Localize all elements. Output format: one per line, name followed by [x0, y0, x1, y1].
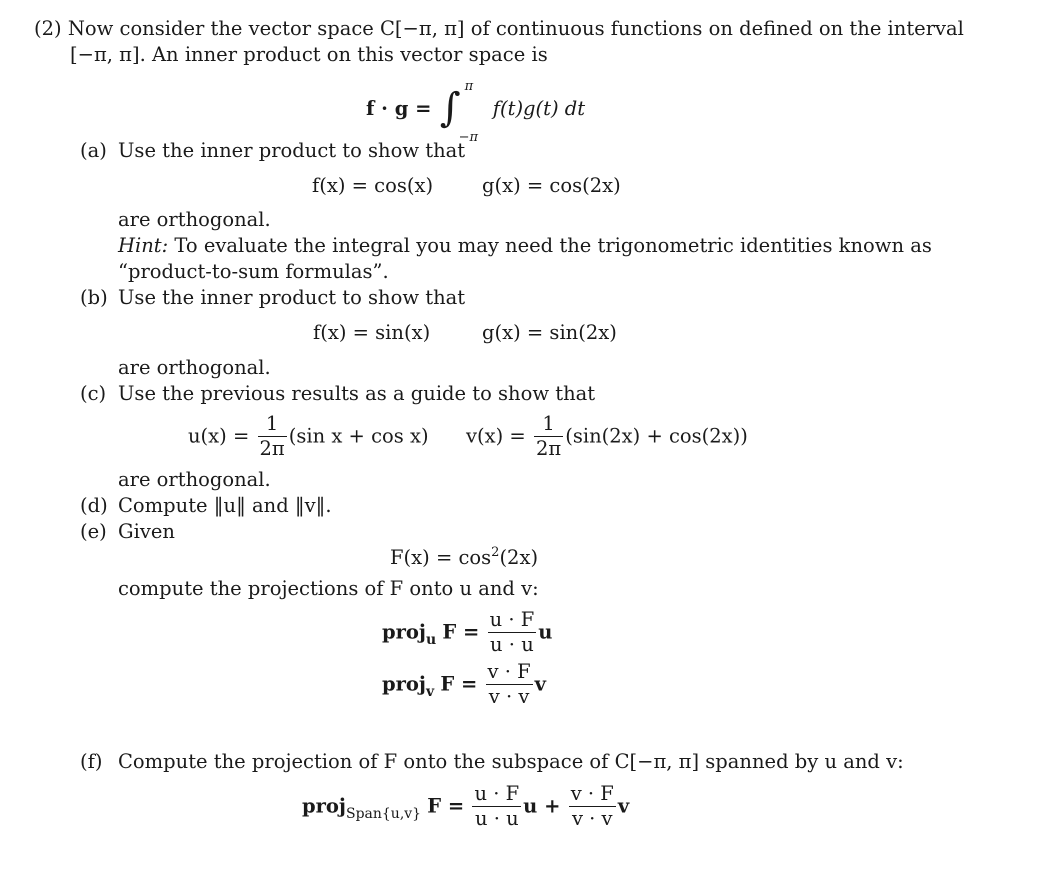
part-b-text: Use the inner product to show that [118, 286, 466, 309]
intro-text-2: [−π, π]. An inner product on this vector space is [70, 43, 548, 66]
inner-product-formula [366, 78, 586, 145]
proj-span-vec-1: u + [523, 794, 561, 818]
hint-label: Hint: [118, 234, 169, 257]
F-def-rhs: (2x) [499, 546, 539, 569]
part-c-v-def [466, 414, 748, 460]
part-b-f: f(x) = sin(x) [313, 321, 431, 344]
proj-v-sub: v [425, 684, 435, 701]
u-frac-den: 2π [259, 437, 285, 461]
part-e-label: (e) [80, 520, 107, 543]
proj-v-vec: v [534, 672, 547, 696]
part-c-after: are orthogonal. [118, 468, 271, 491]
proj-span-formula [302, 784, 629, 830]
proj-u-fraction [488, 610, 537, 656]
v-rhs: (sin(2x) + cos(2x)) [565, 424, 748, 448]
proj-span-sub: Span{u,v} [345, 806, 422, 823]
proj-u-vec: u [538, 620, 553, 644]
part-a-g: g(x) = cos(2x) [482, 174, 621, 197]
intro-text-1: Now consider the vector space C[−π, π] of continuous functions on defined on the interval [67, 17, 964, 40]
part-d-label: (d) [80, 494, 108, 517]
part-a-hint [118, 236, 932, 256]
proj-span-den-2: v · v [571, 807, 613, 831]
part-f-label: (f) [80, 750, 103, 773]
proj-u-sub: u [425, 632, 437, 649]
proj-v-F: F = [440, 672, 478, 696]
proj-span-num-2: v · F [569, 784, 616, 807]
integral-lower: −π [458, 129, 479, 145]
part-a-line [80, 141, 465, 161]
u-frac-num: 1 [258, 414, 287, 437]
integral-limits [458, 78, 487, 145]
proj-u-op: proj [382, 620, 426, 644]
F-def-lhs: F(x) = cos [390, 546, 492, 569]
inner-product-lhs: f · g = [366, 97, 432, 120]
proj-v-den: v · v [488, 685, 530, 709]
integrand: f(t)g(t) dt [492, 97, 586, 120]
integral-upper: π [464, 78, 474, 94]
u-rhs: (sin x + cos x) [288, 424, 429, 448]
part-d-text: Compute ‖u‖ and ‖v‖. [118, 494, 332, 517]
part-d-line [80, 496, 332, 516]
proj-span-frac-2 [569, 784, 616, 830]
part-e-compute: compute the projections of F onto u and v: [118, 577, 539, 600]
part-c-u-def [188, 414, 429, 460]
part-e-line [80, 522, 175, 542]
problem-number: (2) [34, 17, 62, 40]
proj-v-formula [382, 662, 546, 708]
part-b-line [80, 288, 465, 308]
part-f-text: Compute the projection of F onto the subspace of C[−π, π] spanned by u and v: [118, 750, 904, 773]
v-frac-den: 2π [535, 437, 562, 461]
hint-text-2: “product-to-sum formulas”. [118, 260, 389, 283]
v-fraction [534, 414, 563, 460]
proj-span-frac-1 [472, 784, 521, 830]
v-lhs: v(x) = [466, 424, 526, 448]
part-a-after: are orthogonal. [118, 208, 271, 231]
part-b-label: (b) [80, 286, 108, 309]
problem-intro-line1 [34, 19, 964, 39]
proj-u-den: u · u [490, 633, 534, 657]
part-a-label: (a) [80, 139, 107, 162]
proj-span-F: F = [427, 794, 465, 818]
part-b-g: g(x) = sin(2x) [482, 321, 617, 344]
F-definition [390, 545, 539, 569]
proj-span-vec-2: v [617, 794, 630, 818]
proj-v-op: proj [382, 672, 426, 696]
proj-u-F: F = [442, 620, 480, 644]
part-c-text: Use the previous results as a guide to show that [118, 382, 596, 405]
part-c-line [80, 384, 595, 404]
v-frac-num: 1 [534, 414, 563, 437]
part-e-text: Given [118, 520, 175, 543]
part-a-f: f(x) = cos(x) [312, 174, 434, 197]
proj-v-fraction [486, 662, 533, 708]
proj-v-num: v · F [486, 662, 533, 685]
proj-span-op: proj [302, 794, 346, 818]
proj-span-den-1: u · u [474, 807, 519, 831]
integral-sign: ∫ [439, 85, 461, 131]
u-fraction [258, 414, 287, 460]
part-b-after: are orthogonal. [118, 356, 271, 379]
hint-text: To evaluate the integral you may need the trigonometric identities known as [174, 234, 932, 257]
proj-u-formula [382, 610, 552, 656]
part-f-line [80, 752, 904, 772]
part-a-text: Use the inner product to show that [118, 139, 466, 162]
proj-u-num: u · F [488, 610, 537, 633]
u-lhs: u(x) = [188, 424, 250, 448]
proj-span-num-1: u · F [472, 784, 521, 807]
part-c-label: (c) [80, 382, 107, 405]
F-def-exp: 2 [491, 545, 500, 560]
